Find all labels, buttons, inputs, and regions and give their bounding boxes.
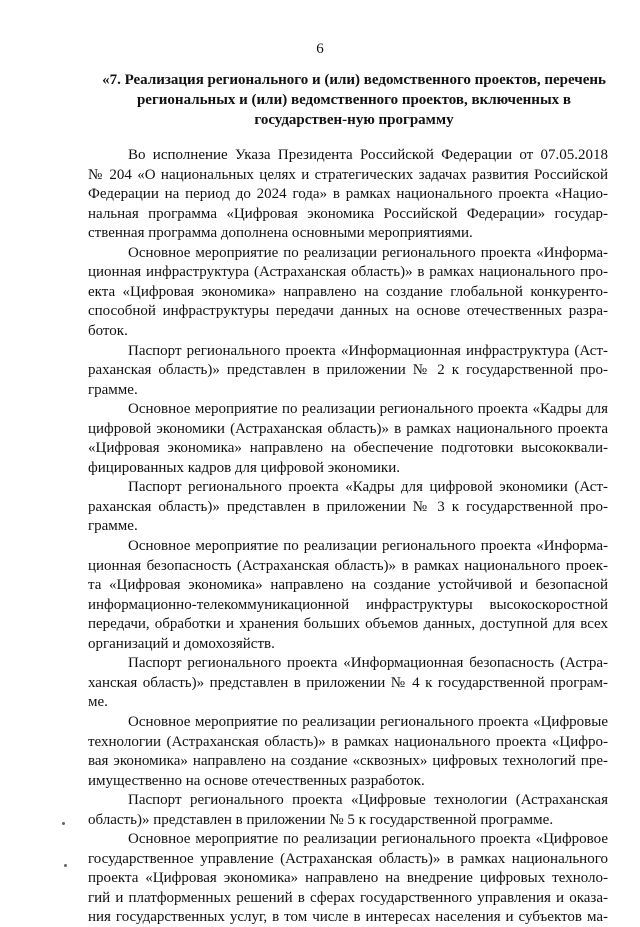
- text-line: ционная безопасность (Астраханская область)» в рамках национального проек-: [88, 557, 608, 574]
- text-line: екта «Цифровая экономика» направлено на создание глобальной конкуренто-: [88, 283, 608, 300]
- text-line: Основное мероприятие по реализации регионального проекта «Информа-: [128, 244, 608, 261]
- text-line: Основное мероприятие по реализации регионального проекта «Информа-: [128, 538, 608, 554]
- text-line: ционная инфраструктура (Астраханская область)» в рамках национального про-: [88, 264, 608, 281]
- text-line: Паспорт регионального проекта «Информационная безопасность (Астра-: [128, 655, 608, 672]
- text-line: грамме.: [88, 381, 138, 398]
- page-number: 6: [316, 41, 324, 57]
- text-line: Во исполнение Указа Президента Российской Федерации от 07.05.2018: [128, 147, 608, 163]
- text-line: та «Цифровая экономика» направлено на создание устойчивой и безопасной: [88, 577, 608, 594]
- text-line: грамме.: [88, 518, 138, 535]
- scan-artifact-dot: [64, 864, 67, 867]
- text-line: цифровой экономики (Астраханская область)» в рамках национального проекта: [88, 420, 608, 437]
- text-line: государственное управление (Астраханская область)» в рамках национального: [88, 850, 608, 867]
- scan-artifact-dot: [62, 822, 65, 825]
- text-line: раханская область)» представлен в приложении № 2 к государственной про-: [88, 362, 608, 379]
- text-line: Основное мероприятие по реализации регионального проекта «Цифровое: [128, 831, 608, 848]
- text-line: фицированных кадров для цифровой экономики.: [88, 459, 400, 476]
- text-line: технологии (Астраханская область)» в рамках национального проекта «Цифро-: [88, 733, 608, 750]
- text-line: ственная программа дополнена основными мероприятиями.: [88, 225, 473, 242]
- text-line: боток.: [88, 322, 128, 339]
- text-line: область)» представлен в приложении № 5 к государственной программе.: [88, 811, 554, 828]
- text-line: нальная программа «Цифровая экономика Российской Федерации» государ-: [88, 205, 608, 222]
- text-line: ханская область)» представлен в приложении № 4 к государственной програм-: [88, 674, 608, 691]
- section-heading: «7. Реализация регионального и (или) ведомственного проектов, перечень региональных и (или) ведомственного проектов, включенных в государствен-ную программу: [102, 72, 606, 128]
- text-line: «Цифровая экономика» направлено на обеспечение подготовки высококвали-: [88, 440, 608, 457]
- text-line: Основное мероприятие по реализации регионального проекта «Цифровые: [128, 713, 608, 730]
- text-line: передачи, обработки и хранения больших объемов данных, доступной для всех: [88, 616, 608, 633]
- text-line: вая экономика» направлено на создание «сквозных» цифровых технологий пре-: [88, 753, 608, 770]
- text-line: организаций и домохозяйств.: [88, 635, 275, 652]
- text-line: способной инфраструктуры передачи данных на основе отечественных разра-: [88, 303, 608, 320]
- text-line: Федерации на период до 2024 года» в рамках национального проекта «Нацио-: [88, 186, 608, 203]
- text-line: гий и платформенных решений в сферах государственного управления и оказа-: [88, 889, 608, 906]
- text-line: раханская область)» представлен в приложении № 3 к государственной про-: [88, 498, 608, 515]
- text-line: № 204 «О национальных целях и стратегических задачах развития Российской: [88, 166, 608, 183]
- text-line: Паспорт регионального проекта «Цифровые технологии (Астраханская: [128, 792, 608, 809]
- text-line: ния государственных услуг, в том числе в интересах населения и субъектов ма-: [88, 909, 608, 926]
- text-line: проекта «Цифровая экономика» направлено на внедрение цифровых техноло-: [88, 870, 608, 887]
- text-line: Основное мероприятие по реализации регионального проекта «Кадры для: [128, 401, 608, 418]
- text-line: Паспорт регионального проекта «Информационная инфраструктура (Аст-: [128, 342, 608, 359]
- text-line: имущественно на основе отечественных разработок.: [88, 772, 425, 789]
- text-line: ме.: [88, 694, 108, 711]
- text-line: информационно-телекоммуникационной инфраструктуры высокоскоростной: [88, 596, 608, 613]
- text-line: Паспорт регионального проекта «Кадры для цифровой экономики (Аст-: [128, 479, 608, 496]
